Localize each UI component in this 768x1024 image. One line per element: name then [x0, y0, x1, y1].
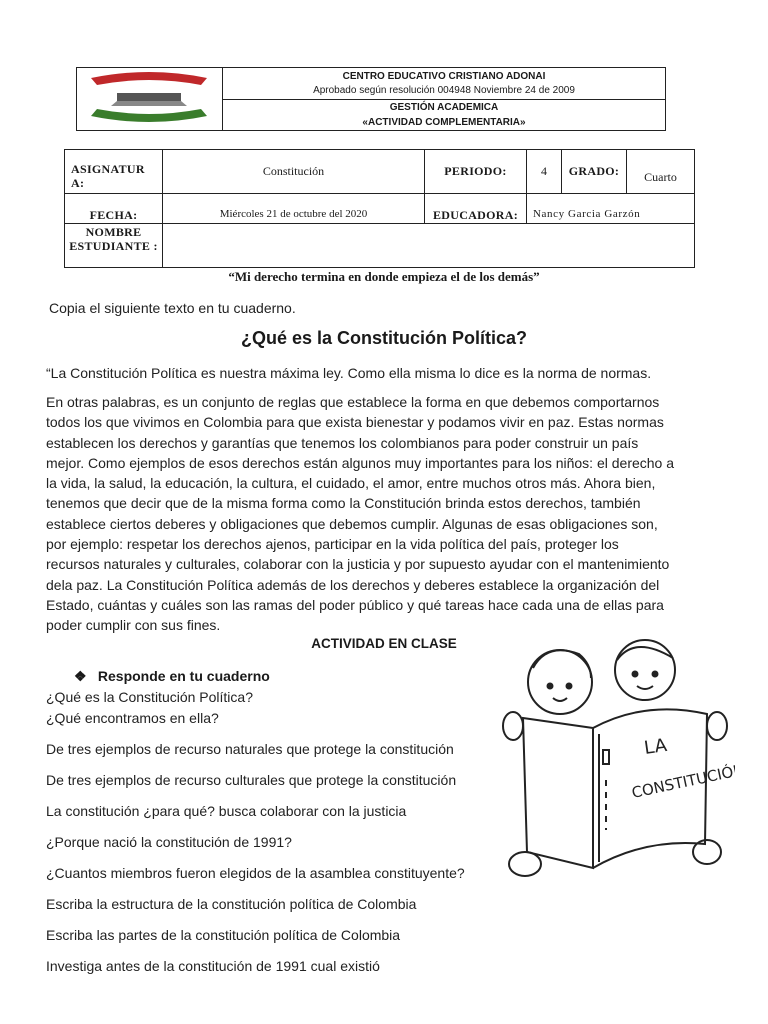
- intro-paragraph: “La Constitución Política es nuestra máxima ley. Como ella misma lo dice es la norma de normas.: [46, 365, 652, 381]
- question-item: ¿Qué encontramos en ella?: [46, 710, 219, 726]
- question-item: ¿Qué es la Constitución Política?: [46, 689, 253, 705]
- body-line: mejor. Como ejemplos de esos derechos están algunos muy importantes para los niños: el derecho a: [46, 454, 675, 471]
- question-item: Escriba las partes de la constitución política de Colombia: [46, 927, 401, 943]
- body-line: por ejemplo: respetar los derechos ajenos, participar en la vida política del país, proteger los: [46, 536, 619, 553]
- question-item: De tres ejemplos de recurso naturales que protege la constitución: [46, 741, 454, 757]
- page-title: ¿Qué es la Constitución Política?: [240, 328, 528, 348]
- subject-value: Constitución: [163, 150, 425, 194]
- period-label: PERIODO:: [425, 150, 527, 194]
- body-line: dela paz. La Constitución Política además de los derechos y deberes establece la organización del: [46, 576, 660, 593]
- body-line: recursos naturales y culturales, colaborar con la justicia y por supuesto ayudar con el mantenimiento: [46, 556, 670, 573]
- activity-title: ACTIVIDAD EN CLASE: [311, 636, 457, 651]
- motto-quote: “Mi derecho termina en donde empieza el de los demás”: [228, 269, 540, 284]
- question-item: Escriba la estructura de la constitución política de Colombia: [46, 896, 417, 912]
- question-item: La constitución ¿para qué? busca colaborar con la justicia: [46, 803, 407, 819]
- body-line: En otras palabras, es un conjunto de reglas que establece la forma en que debemos comportarnos: [46, 394, 660, 410]
- grade-label: GRADO:: [562, 150, 627, 194]
- body-line: todos los que vivimos en Colombia para que exista bienestar y podamos vivir en paz. Estas normas: [46, 414, 664, 431]
- body-line: la vida, la salud, la educación, la cultura, el cuidado, el amor, entre muchos otros más. Ahora bien,: [46, 475, 656, 492]
- teacher-value: Nancy Garcia Garzón: [527, 194, 694, 224]
- school-name: CENTRO EDUCATIVO CRISTIANO ADONAI: [342, 71, 546, 82]
- question-item: Investiga antes de la constitución de 1991 cual existió: [46, 958, 380, 974]
- children-reading-illustration: [495, 630, 735, 885]
- date-label: FECHA:: [65, 194, 163, 224]
- approval-text: Aprobado según resolución 004948 Noviembre 24 de 2009: [313, 85, 575, 96]
- subject-label: ASIGNATUR A:: [65, 150, 163, 194]
- respond-heading: [74, 668, 270, 685]
- student-label: NOMBRE ESTUDIANTE :: [65, 224, 163, 267]
- student-info-table: [64, 149, 695, 268]
- copy-instruction: Copia el siguiente texto en tu cuaderno.: [49, 300, 296, 316]
- body-line: establece ciertos deberes y obligaciones que debemos cumplir. Algunas de esas obligaciones son,: [46, 515, 658, 532]
- grade-value: Cuarto: [627, 150, 694, 194]
- respond-label: Responde en tu cuaderno: [97, 668, 270, 684]
- student-name-field[interactable]: [163, 224, 694, 267]
- header-row-school: [223, 68, 665, 100]
- school-header-table: [76, 67, 666, 131]
- period-value: 4: [527, 150, 562, 194]
- management-text: GESTIÓN ACADEMICA: [389, 102, 499, 113]
- body-line: tenemos que decir que de la misma forma como la Constitución brinda estos derechos, también: [46, 495, 641, 512]
- activity-text: «ACTIVIDAD COMPLEMENTARIA»: [362, 117, 526, 128]
- header-row-management: [223, 100, 665, 130]
- question-item: ¿Porque nació la constitución de 1991?: [46, 834, 292, 850]
- teacher-label: EDUCADORA:: [425, 194, 527, 224]
- body-line: Estado, cuántas y cuáles son las ramas del poder público y qué tareas hace cada una de ellas para: [46, 596, 664, 613]
- school-logo: [77, 68, 223, 130]
- date-value: Miércoles 21 de octubre del 2020: [163, 194, 425, 224]
- book-title-line: LA: [642, 734, 669, 759]
- question-item: De tres ejemplos de recurso culturales que protege la constitución: [46, 772, 457, 788]
- body-line: poder cumplir con sus fines.: [46, 617, 221, 634]
- body-line: establecen los derechos y garantías que tenemos los colombianos para poder construir un país: [46, 434, 639, 451]
- body-paragraph: [46, 392, 736, 636]
- diamond-bullet-icon: ❖: [74, 668, 87, 684]
- question-item: ¿Cuantos miembros fueron elegidos de la asamblea constituyente?: [46, 865, 465, 881]
- book-title-line: CONSTITUCIÓN: [630, 760, 735, 802]
